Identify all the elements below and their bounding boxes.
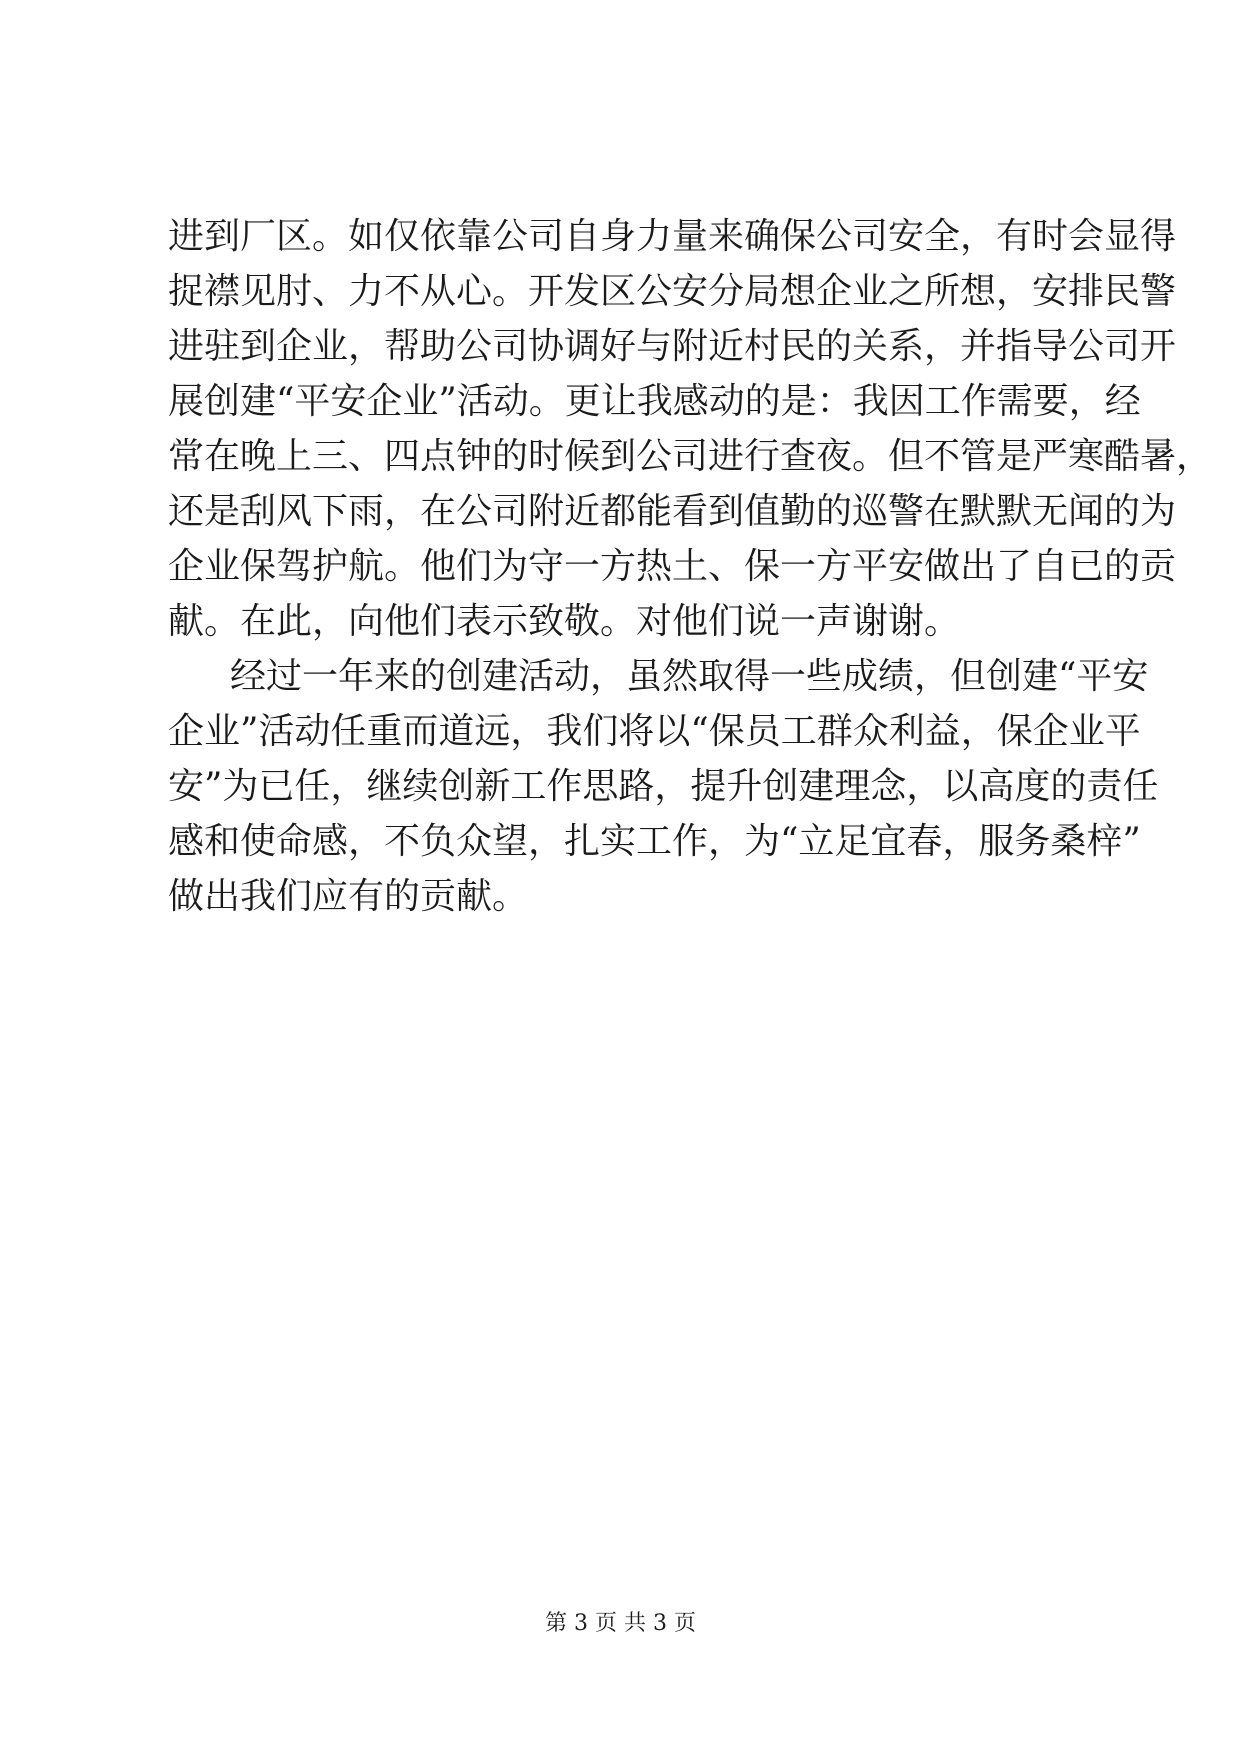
paragraph-line: 企业保驾护航。他们为守一方热土、保一方平安做出了自已的贡 — [168, 546, 1177, 587]
paragraph-line: 献。在此，向他们表示致敬。对他们说一声谢谢。 — [168, 601, 961, 642]
paragraph-line: 展创建“平安企业”活动。更让我感动的是：我因工作需要，经 — [168, 381, 1141, 422]
paragraph-line: 企业”活动任重而道远，我们将以“保员工群众利益，保企业平 — [168, 711, 1141, 752]
paragraph-line: 经过一年来的创建活动，虽然取得一些成绩，但创建“平安 — [230, 656, 1149, 697]
paragraph-line: 进驻到企业，帮助公司协调好与附近村民的关系，并指导公司开 — [168, 326, 1177, 367]
paragraph-line: 常在晚上三、四点钟的时候到公司进行查夜。但不管是严寒酷暑， — [168, 436, 1213, 477]
paragraph-line: 感和使命感，不负众望，扎实工作，为“立足宜春，服务桑梓” — [168, 821, 1141, 862]
paragraph-line: 做出我们应有的贡献。 — [168, 876, 529, 917]
paragraph-line: 安”为已任，继续创新工作思路，提升创建理念，以高度的责任 — [168, 766, 1159, 807]
paragraph-line: 捉襟见肘、力不从心。开发区公安分局想企业之所想，安排民警 — [168, 271, 1177, 312]
paragraph-line: 还是刮风下雨，在公司附近都能看到值勤的巡警在默默无闻的为 — [168, 491, 1177, 532]
page-number-footer: 第 3 页 共 3 页 — [545, 1611, 696, 1636]
paragraph-line: 进到厂区。如仅依靠公司自身力量来确保公司安全，有时会显得 — [168, 216, 1177, 257]
